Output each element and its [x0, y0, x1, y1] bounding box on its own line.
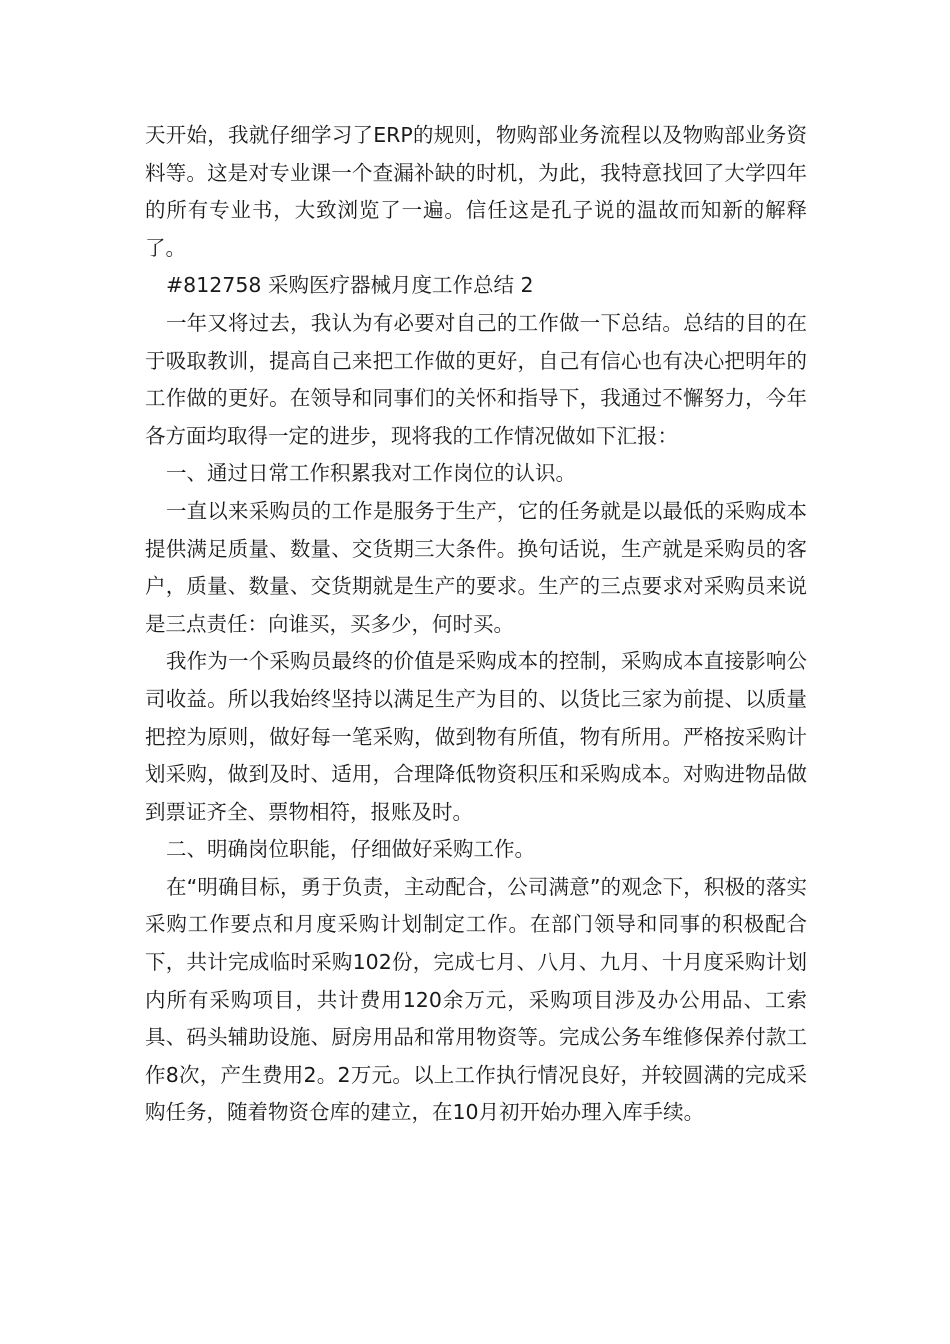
paragraph-cost-control: 我作为一个采购员最终的价值是采购成本的控制，采购成本直接影响公司收益。所以我始终坚持以满足生产为目的、以货比三家为前提、以质量把控为原则，做好每一笔采购，做到物有所值，物有所用。严格按采购计划采购，做到及时、适用，合理降低物资积压和采购成本。对购进物品做到票证齐全、票物相符，报账及时。	[145, 649, 807, 824]
section-heading-2: 二、明确岗位职能，仔细做好采购工作。	[166, 837, 535, 862]
paragraph-achievements: 在“明确目标，勇于负责，主动配合，公司满意”的观念下，积极的落实采购工作要点和月度采购计划制定工作。在部门领导和同事的积极配合下，共计完成临时采购102份，完成七月、八月、九月、十月度采购计划内所有采购项目，共计费用120余万元，采购项目涉及办公用品、工索具、码头辅助设施、厨房用品和常用物资等。完成公务车维修保养付款工作8次，产生费用2。2万元。以上工作执行情况良好，并较圆满的完成采购任务，随着物资仓库的建立，在10月初开始办理入库手续。	[145, 874, 807, 1125]
section-title: #812758 采购医疗器械月度工作总结 2	[166, 273, 534, 298]
paragraph-intro: 一年又将过去，我认为有必要对自己的工作做一下总结。总结的目的在于吸取教训，提高自己来把工作做的更好，自己有信心也有决心把明年的工作做的更好。在领导和同事们的关怀和指导下，我通过不懈努力，今年各方面均取得一定的进步，现将我的工作情况做如下汇报：	[145, 310, 807, 448]
paragraph-role: 一直以来采购员的工作是服务于生产，它的任务就是以最低的采购成本提供满足质量、数量、交货期三大条件。换句话说，生产就是采购员的客户，质量、数量、交货期就是生产的要求。生产的三点要求对采购员来说是三点责任：向谁买，买多少，何时买。	[145, 498, 807, 636]
document-body	[145, 117, 807, 1132]
section-heading-1: 一、通过日常工作积累我对工作岗位的认识。	[166, 461, 576, 486]
paragraph-continuation: 天开始，我就仔细学习了ERP的规则，物购部业务流程以及物购部业务资料等。这是对专业课一个查漏补缺的时机，为此，我特意找回了大学四年的所有专业书，大致浏览了一遍。信任这是孔子说的温故而知新的解释了。	[145, 123, 807, 260]
